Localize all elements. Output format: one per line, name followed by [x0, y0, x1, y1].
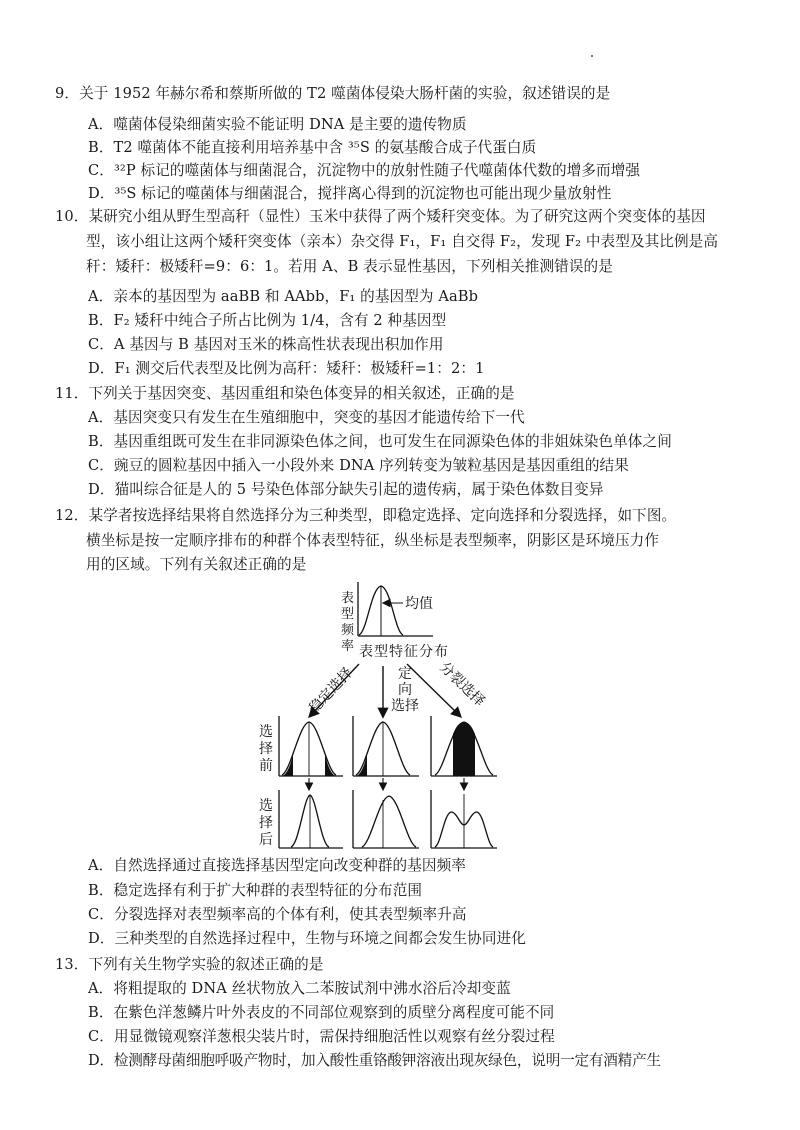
y-axis-label-char-3: 频 [341, 623, 355, 638]
row-label-after-char-2: 择 [259, 815, 273, 831]
natural-selection-figure [255, 578, 515, 850]
scan-speck [591, 55, 593, 57]
q11-stem: 11．下列关于基因突变、基因重组和染色体变异的相关叙述，正确的是 [55, 385, 515, 402]
q12-option-d: D．三种类型的自然选择过程中，生物与环境之间都会发生协同进化 [88, 930, 526, 947]
q9-option-d: D．³⁵S 标记的噬菌体与细菌混合，搅拌离心得到的沉淀物也可能出现少量放射性 [88, 185, 612, 202]
q13-stem: 13．下列有关生物学实验的叙述正确的是 [55, 956, 324, 973]
q9-option-a: A．噬菌体侵染细菌实验不能证明 DNA 是主要的遗传物质 [88, 116, 467, 133]
q10-option-b: B．F₂ 矮秆中纯合子所占比例为 1/4，含有 2 种基因型 [88, 312, 447, 329]
after-stabilizing-plot [279, 790, 343, 848]
q11-option-a: A．基因突变只有发生在生殖细胞中，突变的基因才能遗传给下一代 [88, 409, 525, 426]
q12-option-a: A．自然选择通过直接选择基因型定向改变种群的基因频率 [88, 857, 466, 874]
after-disruptive-plot [431, 790, 497, 848]
q10-option-d: D．F₁ 测交后代表型及比例为高秆：矮秆：极矮秆=1：2：1 [88, 360, 485, 377]
row-label-before-char-1: 选 [259, 724, 273, 740]
q13-option-a: A．将粗提取的 DNA 丝状物放入二苯胺试剂中沸水浴后冷却变蓝 [88, 980, 511, 997]
q10-option-a: A．亲本的基因型为 aaBB 和 AAbb，F₁ 的基因型为 AaBb [88, 288, 479, 305]
q12-option-b: B．稳定选择有利于扩大种群的表型特征的分布范围 [88, 882, 423, 899]
q10-option-c: C．A 基因与 B 基因对玉米的株高性状表现出积加作用 [88, 336, 444, 353]
y-axis-label-char-2: 型 [341, 607, 355, 622]
q11-option-c: C．豌豆的圆粒基因中插入一小段外来 DNA 序列转变为皱粒基因是基因重组的结果 [88, 457, 629, 474]
q11-option-d: D．猫叫综合征是人的 5 号染色体部分缺失引起的遗传病，属于染色体数目变异 [88, 481, 604, 498]
row-label-before-char-3: 前 [259, 758, 273, 774]
q9-option-c: C．³²P 标记的噬菌体与细菌混合，沉淀物中的放射性随子代噬菌体代数的增多而增强 [88, 162, 641, 179]
q9-option-b: B．T2 噬菌体不能直接利用培养基中含 ³⁵S 的氨基酸合成子代蛋白质 [88, 139, 537, 156]
branch-label-disruptive: 分裂选择 [436, 659, 488, 710]
q10-stem-line-1: 10．某研究小组从野生型高秆（显性）玉米中获得了两个矮秆突变体。为了研究这两个突变体的基因 [55, 208, 706, 225]
natural-selection-diagram [255, 578, 515, 850]
mean-label: 均值 [405, 596, 433, 612]
q13-option-d: D．检测酵母菌细胞呼吸产物时，加入酸性重铬酸钾溶液出现灰绿色，说明一定有酒精产生 [88, 1052, 661, 1069]
before-directional-plot [353, 716, 419, 776]
x-axis-label: 表型特征分布 [359, 644, 449, 660]
q12-stem-line-1: 12．某学者按选择结果将自然选择分为三种类型，即稳定选择、定向选择和分裂选择，如下图。 [55, 507, 677, 524]
branch-label-directional-line-2: 向 [398, 682, 412, 698]
q11-option-b: B．基因重组既可发生在非同源染色体之间，也可发生在同源染色体的非姐妹染色单体之间 [88, 433, 672, 450]
row-label-after-char-3: 后 [259, 832, 273, 848]
q12-stem-line-2: 横坐标是按一定顺序排布的种群个体表型特征，纵坐标是表型频率，阴影区是环境压力作 [86, 532, 660, 549]
branch-label-directional-line-3: 选择 [391, 698, 419, 714]
top-distribution [341, 582, 449, 660]
q10-stem-line-2: 型，该小组让这两个矮秆突变体（亲本）杂交得 F₁，F₁ 自交得 F₂，发现 F₂ 中表型及其比例是高 [86, 233, 719, 250]
q12-option-c: C．分裂选择对表型频率高的个体有利，使其表型频率升高 [88, 906, 467, 923]
branch-label-directional-line-1: 定 [398, 666, 412, 682]
q10-stem-line-3: 秆：矮秆：极矮秆=9：6：1。若用 A、B 表示显性基因，下列相关推测错误的是 [86, 258, 613, 275]
row-label-before-char-2: 择 [259, 741, 273, 757]
after-directional-plot [353, 790, 419, 848]
before-stabilizing-plot [279, 716, 343, 776]
branch-label-stabilizing: 稳定选择 [306, 664, 357, 717]
row-label-after-char-1: 选 [259, 798, 273, 814]
q13-option-b: B．在紫色洋葱鳞片叶外表皮的不同部位观察到的质壁分离程度可能不同 [88, 1004, 555, 1021]
q9-stem: 9．关于 1952 年赫尔希和蔡斯所做的 T2 噬菌体侵染大肠杆菌的实验，叙述错误的是 [55, 85, 611, 102]
y-axis-label-char-4: 率 [341, 639, 355, 654]
before-disruptive-plot [431, 716, 497, 776]
q12-stem-line-3: 用的区域。下列有关叙述正确的是 [86, 556, 307, 573]
q13-option-c: C．用显微镜观察洋葱根尖装片时，需保持细胞活性以观察有丝分裂过程 [88, 1028, 555, 1045]
y-axis-label-char-1: 表 [341, 591, 355, 606]
